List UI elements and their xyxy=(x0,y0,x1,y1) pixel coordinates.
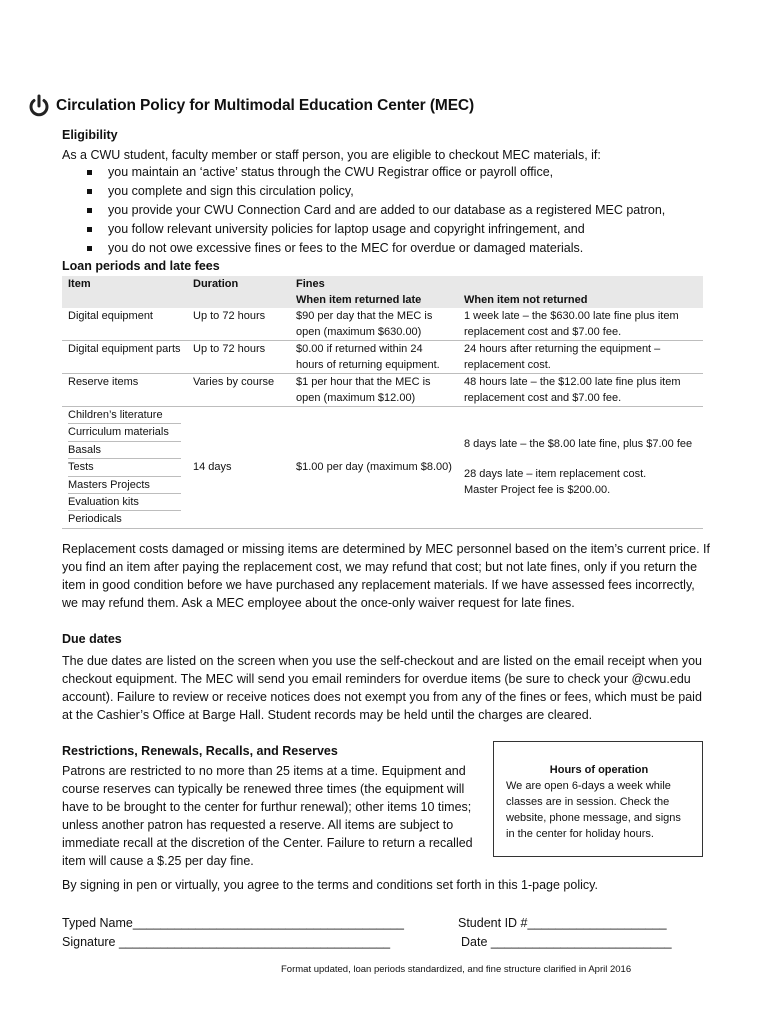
cell-late: $90 per day that the MEC is open (maximum $630.00) xyxy=(290,308,458,341)
cell-duration: 14 days xyxy=(193,461,232,474)
eligibility-intro: As a CWU student, faculty member or staff person, you are eligible to checkout MEC materials, if: xyxy=(62,148,601,162)
agreement-text: By signing in pen or virtually, you agree to the terms and conditions set forth in this 1-page policy. xyxy=(62,878,598,892)
cell-item: Digital equipment parts xyxy=(62,341,187,374)
list-item: you complete and sign this circulation policy, xyxy=(84,182,665,201)
cell-duration: Up to 72 hours xyxy=(187,341,290,374)
table-row-group xyxy=(62,407,703,529)
power-icon xyxy=(28,94,50,118)
group-not-returned-line: Master Project fee is $200.00. xyxy=(464,484,611,497)
col-not-returned: When item not returned xyxy=(458,292,703,308)
eligibility-list xyxy=(84,163,665,258)
restrictions-paragraph: Patrons are restricted to no more than 25 items at a time. Equipment and course reserves can typically be renewed three times (the equipment will have to be brought to the center for furthur renewal); other items 10 times; unless another patron has requested a reserve. All items are subject to immediate recall at the discretion of the Center. Failure to return a recalled item will cause a $.25 per day fine. xyxy=(62,764,473,868)
group-item-list xyxy=(62,407,187,528)
title-row xyxy=(28,94,474,118)
cell-late: $1.00 per day (maximum $8.00) xyxy=(296,461,452,474)
restrictions-heading: Restrictions, Renewals, Recalls, and Reserves xyxy=(62,744,338,758)
group-not-returned-line: 28 days late – item replacement cost. xyxy=(464,468,647,481)
list-item: Masters Projects xyxy=(68,477,181,494)
signature-field[interactable]: Signature _______________________________________ xyxy=(62,935,391,949)
page-title: Circulation Policy for Multimodal Education Center (MEC) xyxy=(56,97,475,114)
replacement-paragraph: Replacement costs damaged or missing items are determined by MEC personnel based on the item’s current price. If you find an item after paying the replacement cost, we may refund that cost; but not late fines, only if you return the item in good condition before we have purchased any replacement materials. If we have assessed fees incorrectly, we may refund them. Ask a MEC employee about the once-only waiver request for late fines. xyxy=(62,542,710,610)
group-not-returned-line: 8 days late – the $8.00 late fine, plus $7.00 fee xyxy=(464,438,693,451)
col-item: Item xyxy=(62,276,187,292)
cell-item: Reserve items xyxy=(62,374,187,407)
hours-box xyxy=(493,741,703,857)
col-returned-late: When item returned late xyxy=(290,292,458,308)
col-duration: Duration xyxy=(187,276,290,292)
hours-title: Hours of operation xyxy=(549,764,649,776)
list-item: Tests xyxy=(68,459,181,476)
list-item: Basals xyxy=(68,442,181,459)
cell-late: $1 per hour that the MEC is open (maximum $12.00) xyxy=(290,374,458,407)
list-item: you do not owe excessive fines or fees to the MEC for overdue or damaged materials. xyxy=(84,239,665,258)
table-subheader-row xyxy=(62,292,703,308)
typed-name-field[interactable]: Typed Name_______________________________________ xyxy=(62,916,404,930)
loan-table xyxy=(62,276,703,529)
student-id-field[interactable]: Student ID #____________________ xyxy=(458,916,667,930)
footer-note: Format updated, loan periods standardized, and fine structure clarified in April 2016 xyxy=(281,964,632,975)
due-heading: Due dates xyxy=(62,632,122,646)
table-header-row xyxy=(62,276,703,292)
table-row xyxy=(62,308,703,341)
cell-duration: Up to 72 hours xyxy=(187,308,290,341)
col-fines: Fines xyxy=(290,276,458,292)
cell-not-returned xyxy=(458,407,703,529)
list-item: Children’s literature xyxy=(68,407,181,424)
cell-not-returned: 1 week late – the $630.00 late fine plus item replacement cost and $7.00 fee. xyxy=(458,308,703,341)
due-paragraph: The due dates are listed on the screen when you use the self-checkout and are listed on the email receipt when you checkout equipment. The MEC will send you email reminders for overdue items (be sure to check your @cwu.edu account). Failure to review or receive notices does not exempt you from any of the fines or fees, which must be paid at the Cashier’s Office at Barge Hall. Student records may be held until the charges are cleared. xyxy=(62,654,702,722)
list-item: Evaluation kits xyxy=(68,494,181,511)
eligibility-heading: Eligibility xyxy=(62,128,118,142)
cell-item: Digital equipment xyxy=(62,308,187,341)
cell-duration: Varies by course xyxy=(187,374,290,407)
loan-heading: Loan periods and late fees xyxy=(62,259,220,273)
list-item: you follow relevant university policies for laptop usage and copyright infringement, and xyxy=(84,220,665,239)
cell-not-returned: 24 hours after returning the equipment – replacement cost. xyxy=(458,341,703,374)
list-item: Curriculum materials xyxy=(68,424,181,441)
table-row xyxy=(62,374,703,407)
list-item: you provide your CWU Connection Card and are added to our database as a registered MEC patron, xyxy=(84,201,665,220)
date-field[interactable]: Date __________________________ xyxy=(461,935,672,949)
hours-text: We are open 6-days a week while classes are in session. Check the website, phone message, and signs in the center for holiday hours. xyxy=(506,780,681,840)
cell-not-returned: 48 hours late – the $12.00 late fine plus item replacement cost and $7.00 fee. xyxy=(458,374,703,407)
list-item: you maintain an ‘active’ status through the CWU Registrar office or payroll office, xyxy=(84,163,665,182)
cell-late: $0.00 if returned within 24 hours of returning equipment. xyxy=(290,341,458,374)
list-item: Periodicals xyxy=(68,513,122,526)
table-row xyxy=(62,341,703,374)
